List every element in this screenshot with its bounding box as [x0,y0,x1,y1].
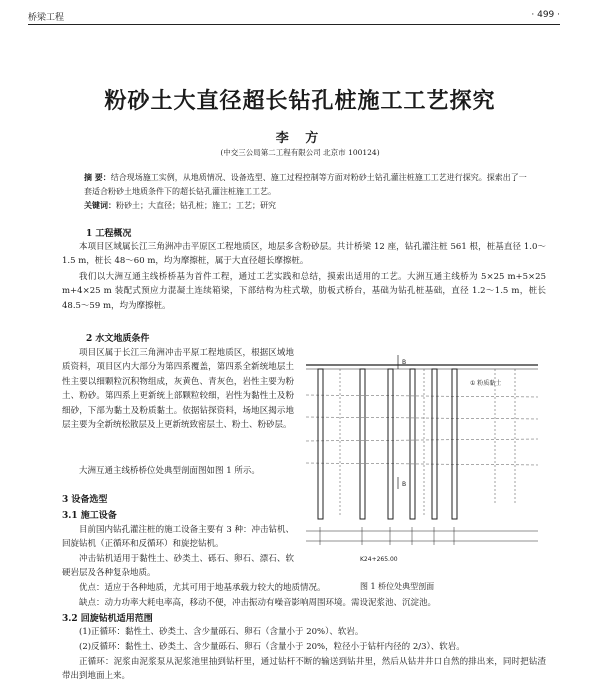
section-3-paragraph-1: 目前国内钻孔灌注桩的施工设备主要有 3 种：冲击钻机、回旋钻机（正循环和反循环）和旋挖钻机。 [62,525,294,550]
section-2-paragraph-1: 项目区属于长江三角洲冲击平原工程地质区，根据区域地质资料，项目区内大部分为第四系覆盖，第四系全新统地层土性主要以细颗粒沉积物组成，灰黄色、青灰色，岩性主要为粉土、粉砂。第四系上更新统上部颗粒较细，岩性为黏性土及粉细砂，下部为黏土及粉质黏土。依据钻探资料，场地区揭示地层主要为全新统松散层及上更新统致密层土、粉土、粉砂层。 [62,348,294,431]
section-1-heading: 1 工程概况 [86,229,132,239]
station-label: K24+265.00 [360,556,398,563]
author-name: 李 方 [275,131,325,146]
keywords-label: 关键词： [84,200,116,210]
section-1-paragraph-2: 我们以大洲互通主线桥桥基为首件工程，通过工艺实践和总结，摸索出适用的工艺。大洲互通主线桥为 5×25 m+5×25 m+4×25 m 装配式预应力混凝土连续箱梁，下部结构为柱式墩，肋板式桥台，基础为钻孔桩基础，直径 1.2～1.5 m，桩长 48.5～59 m，均为摩擦桩。 [62,272,546,311]
pile-group [318,369,457,519]
figure-caption: 图 1 桥位处典型剖面 [360,582,435,591]
section-3-1-heading: 3.1 施工设备 [62,511,117,521]
section-1-paragraph-1: 本项目区域属长江三角洲冲击平原区工程地质区，地层多含粉砂层。共计桥梁 12 座，钻孔灌注桩 561 根，桩基直径 1.0～1.5 m，桩长 48～60 m，均为摩擦桩，属于大直径超长摩擦桩。 [62,242,546,267]
section-3-heading: 3 设备选型 [62,495,108,505]
section-3-2-heading: 3.2 回旋钻机适用范围 [62,614,153,624]
section-3-paragraph-3: 优点：适应于各种地质，尤其可用于地基承载力较大的地质情况。 [79,583,326,593]
section-label-b-top: B [402,359,407,366]
running-header-journal: 桥梁工程 [28,13,65,23]
page-number: · 499 · [531,10,560,20]
section-3-paragraph-5: 正循环：泥浆由泥浆泵从泥浆池里抽到钻杆里，通过钻杆不断的输送到钻井里，然后从钻井井口自然的排出来，同时把钻渣带出到地面上来。 [62,657,546,682]
keywords [84,199,530,212]
section-2-paragraph-2: 大洲互通主线桥桥位处典型剖面图如图 1 所示。 [79,466,260,476]
abstract [84,170,530,199]
paper-title: 粉砂土大直径超长钻孔桩施工工艺探究 [104,88,496,114]
cross-section-figure [300,355,544,569]
abstract-label: 摘 要： [84,172,111,182]
section-3-paragraph-2: 冲击钻机适用于黏性土、砂类土、砾石、卵石、漂石、软硬岩层及各种复杂地质。 [62,554,294,579]
abstract-text: 结合现场施工实例，从地质情况、设备选型、施工过程控制等方面对粉砂土钻孔灌注桩施工工艺进行探究。探索出了一套适合粉砂土地质条件下的超长钻孔灌注桩施工工艺。 [84,173,527,196]
soil-legend-note: ① 粉质黏土 [470,380,502,387]
section-3-list-item-1: (1)正循环：黏性土、砂类土、含少量砾石、卵石（含量小于 20%）、软岩。 [79,627,364,637]
section-label-b-bottom: B [402,481,407,488]
header-rule [28,24,560,25]
section-2-heading: 2 水文地质条件 [86,334,150,344]
keywords-text: 粉砂土；大直径；钻孔桩；施工；工艺；研究 [116,201,276,210]
section-3-list-item-2: (2)反循环：黏性土、砂类土、含少量砾石、卵石（含量小于 20%，粒径小于钻杆内径的 2/3）、软岩。 [79,642,465,652]
section-3-paragraph-4: 缺点：动力功率大耗电率高，移动不便，冲击振动有噪音影响周围环境。需设泥浆池、沉淀池。 [79,598,437,608]
author-affiliation: (中交三公局第二工程有限公司 北京市 100124) [220,148,380,157]
